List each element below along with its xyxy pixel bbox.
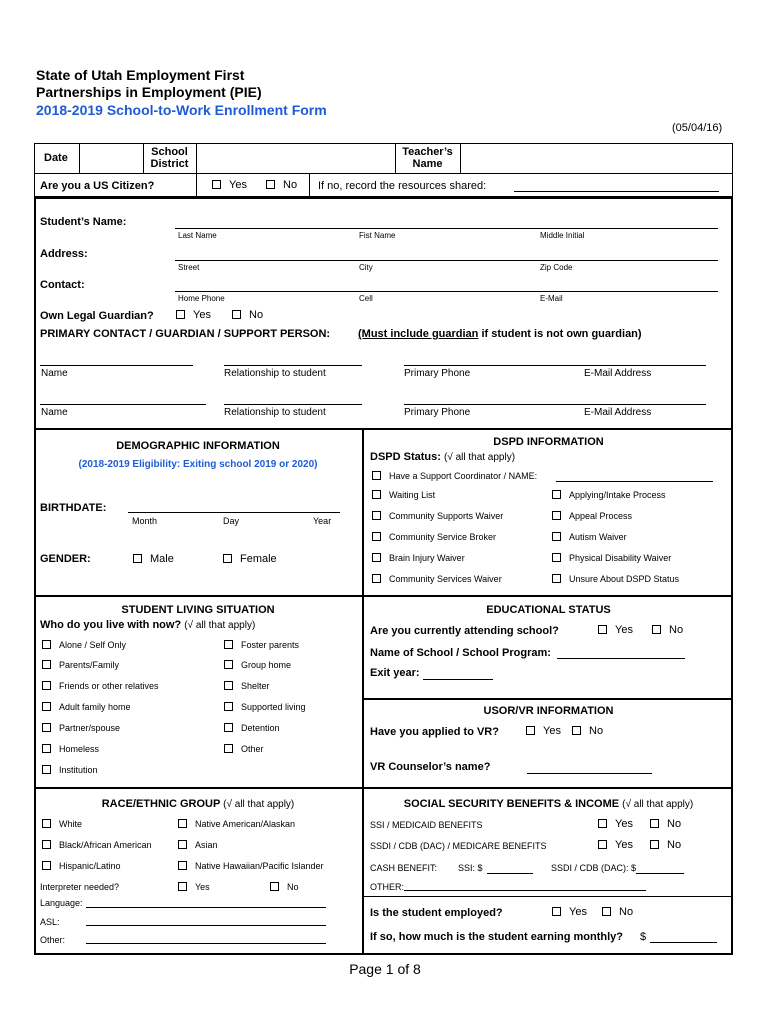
first-name-caption: Fist Name [359,231,396,240]
checkbox-icon[interactable] [552,574,561,583]
other-language-label: Other: [40,935,66,945]
checkbox-icon[interactable] [212,180,221,189]
checkbox-icon[interactable] [42,861,51,870]
dspd-option[interactable]: Community Supports Waiver [372,511,503,521]
day-caption: Day [223,516,240,526]
ssdi-amount-field[interactable] [636,873,684,874]
language-label: Language: [40,898,83,908]
birthdate-field[interactable] [128,512,340,513]
checkbox-icon[interactable] [133,554,142,563]
checkbox-icon[interactable] [224,660,233,669]
living-option[interactable]: Shelter [224,681,270,691]
checkbox-icon[interactable] [42,765,51,774]
contact1-email-caption: E-Mail Address [584,368,652,379]
race-option[interactable]: Native Hawaiian/Pacific Islander [178,861,324,871]
checkbox-icon[interactable] [650,819,659,828]
checkbox-icon[interactable] [42,640,51,649]
ssdi-medicare-label: SSDI / CDB (DAC) / MEDICARE BENEFITS [370,841,547,851]
eligibility-note: (2018-2019 Eligibility: Exiting school 2019 or 2020) [78,459,318,470]
citizen-yes-option[interactable]: Yes [212,179,247,191]
monthly-earning-field[interactable] [650,942,717,943]
vr-counselor-field[interactable] [527,773,652,774]
checkbox-icon[interactable] [178,882,187,891]
checkbox-icon[interactable] [224,640,233,649]
checkbox-icon[interactable] [552,532,561,541]
interpreter-question: Interpreter needed? [40,882,120,892]
dspd-status-label: DSPD Status: (√ all that apply) [370,451,516,463]
resources-shared-field[interactable] [514,191,719,192]
exit-year-field[interactable] [423,679,493,680]
month-caption: Month [132,516,158,526]
checkbox-icon[interactable] [526,726,535,735]
zip-caption: Zip Code [540,263,573,272]
attending-no-option[interactable]: No [652,624,683,636]
educational-status-title: EDUCATIONAL STATUS [486,604,611,616]
living-option[interactable]: Supported living [224,702,306,712]
dspd-option[interactable]: Unsure About DSPD Status [552,574,679,584]
checkbox-icon[interactable] [224,723,233,732]
ssdi-amount-label: SSDI / CDB (DAC): $ [551,863,637,873]
ssi-medicaid-label: SSI / MEDICAID BENEFITS [370,820,483,830]
teachers-name-field[interactable] [461,145,731,172]
vr-yes-option[interactable]: Yes [526,725,561,737]
attending-school-question: Are you currently attending school? [370,625,559,637]
checkbox-icon[interactable] [598,840,607,849]
own-guardian-question: Own Legal Guardian? [40,310,154,322]
checkbox-icon[interactable] [232,310,241,319]
teachers-name-label-2: Name [412,158,443,170]
living-option[interactable]: Foster parents [224,640,299,650]
employed-no-option[interactable]: No [602,906,633,918]
citizen-no-option[interactable]: No [266,179,297,191]
contact1-relationship-caption: Relationship to student [224,368,326,379]
form-title-line3: 2018-2019 School-to-Work Enrollment Form [36,102,327,118]
contact2-relationship-caption: Relationship to student [224,407,326,418]
dspd-option[interactable]: Waiting List [372,490,435,500]
checkbox-icon[interactable] [650,840,659,849]
contact2-email-caption: E-Mail Address [584,407,652,418]
living-option[interactable]: Friends or other relatives [42,681,159,691]
contact2-name-caption: Name [41,407,68,418]
guardian-yes-option[interactable]: Yes [176,309,211,321]
checkbox-icon[interactable] [552,553,561,562]
street-caption: Street [178,263,200,272]
school-district-label-2: District [150,158,189,170]
support-coordinator-option[interactable]: Have a Support Coordinator / NAME: [372,471,537,481]
checkbox-icon[interactable] [552,907,561,916]
living-option[interactable]: Partner/spouse [42,723,120,733]
contact1-name-caption: Name [41,368,68,379]
gender-female-option[interactable]: Female [223,553,277,565]
address-label: Address: [40,248,88,260]
gender-male-option[interactable]: Male [133,553,174,565]
resources-shared-label: If no, record the resources shared: [318,180,487,192]
contact1-phone-caption: Primary Phone [404,368,471,379]
contact-field[interactable] [175,291,718,292]
living-option[interactable]: Other [224,744,264,754]
home-phone-caption: Home Phone [178,294,225,303]
checkbox-icon[interactable] [42,819,51,828]
checkbox-icon[interactable] [598,625,607,634]
employed-yes-option[interactable]: Yes [552,906,587,918]
checkbox-icon[interactable] [178,861,187,870]
dspd-title: DSPD INFORMATION [493,436,604,448]
checkbox-icon[interactable] [266,180,275,189]
checkbox-icon[interactable] [42,744,51,753]
demographic-title: DEMOGRAPHIC INFORMATION [116,440,280,452]
date-field[interactable] [80,146,140,170]
checkbox-icon[interactable] [598,819,607,828]
checkbox-icon[interactable] [372,532,381,541]
ssi-medicaid-yes-option[interactable]: Yes [598,818,633,830]
monthly-earning-question: If so, how much is the student earning monthly? [370,931,624,943]
checkbox-icon[interactable] [652,625,661,634]
date-label: Date [44,152,68,164]
checkbox-icon[interactable] [42,723,51,732]
employed-question: Is the student employed? [370,907,503,919]
contact1-name-field[interactable] [40,365,193,366]
race-option[interactable]: Native American/Alaskan [178,819,295,829]
city-caption: City [359,263,373,272]
interpreter-yes-option[interactable]: Yes [178,882,210,892]
race-option[interactable]: White [42,819,82,829]
dspd-option[interactable]: Community Service Broker [372,532,496,542]
checkbox-icon[interactable] [224,744,233,753]
school-program-label: Name of School / School Program: [370,647,551,659]
living-question: Who do you live with now? (√ all that apply) [40,619,256,631]
ssi-amount-label: SSI: $ [458,863,483,873]
contact1-phone-email-field[interactable] [404,365,706,366]
contact-label: Contact: [40,279,85,291]
ssi-medicaid-no-option[interactable]: No [650,818,681,830]
guardian-no-option[interactable]: No [232,309,263,321]
form-title-line1: State of Utah Employment First [36,67,245,83]
last-name-caption: Last Name [178,231,217,240]
checkbox-icon[interactable] [552,511,561,520]
living-option[interactable]: Institution [42,765,98,775]
dspd-option[interactable]: Applying/Intake Process [552,490,666,500]
asl-label: ASL: [40,917,60,927]
checkbox-icon[interactable] [178,819,187,828]
checkbox-icon[interactable] [42,660,51,669]
students-name-label: Student’s Name: [40,216,127,228]
checkbox-icon[interactable] [372,471,381,480]
race-option[interactable]: Asian [178,840,218,850]
school-district-label-1: School [151,146,188,158]
race-option[interactable]: Hispanic/Latino [42,861,121,871]
teachers-name-label-1: Teacher’s [402,146,453,158]
contact2-relationship-field[interactable] [224,404,362,405]
asl-field[interactable] [86,925,326,926]
ss-benefits-title: SOCIAL SECURITY BENEFITS & INCOME (√ all that apply) [403,798,694,810]
other-benefit-field[interactable] [404,890,646,891]
usor-title: USOR/VR INFORMATION [483,705,614,717]
checkbox-icon[interactable] [372,490,381,499]
living-option[interactable]: Alone / Self Only [42,640,126,650]
checkbox-icon[interactable] [552,490,561,499]
checkbox-icon[interactable] [270,882,279,891]
cash-benefit-label: CASH BENEFIT: [370,863,438,873]
contact1-relationship-field[interactable] [224,365,362,366]
checkbox-icon[interactable] [602,907,611,916]
checkbox-icon[interactable] [223,554,232,563]
birthdate-label: BIRTHDATE: [40,502,107,514]
page-number: Page 1 of 8 [349,961,421,977]
language-field[interactable] [86,907,326,908]
students-name-field[interactable] [175,228,718,229]
checkbox-icon[interactable] [42,681,51,690]
checkbox-icon[interactable] [224,702,233,711]
revision-date: (05/04/16) [672,122,723,134]
vr-no-option[interactable]: No [572,725,603,737]
exit-year-label: Exit year: [370,667,420,679]
contact2-phone-caption: Primary Phone [404,407,471,418]
checkbox-icon[interactable] [176,310,185,319]
checkbox-icon[interactable] [224,681,233,690]
cell-caption: Cell [359,294,373,303]
gender-label: GENDER: [40,553,91,565]
checkbox-icon[interactable] [178,840,187,849]
other-benefit-label: OTHER: [370,882,405,892]
ssdi-medicare-yes-option[interactable]: Yes [598,839,633,851]
checkbox-icon[interactable] [42,702,51,711]
school-program-field[interactable] [557,658,685,659]
vr-counselor-label: VR Counselor’s name? [370,761,491,773]
ssdi-medicare-no-option[interactable]: No [650,839,681,851]
living-option[interactable]: Adult family home [42,702,131,712]
dspd-option[interactable]: Brain Injury Waiver [372,553,465,563]
support-coordinator-name-field[interactable] [556,481,713,482]
primary-contact-heading: PRIMARY CONTACT / GUARDIAN / SUPPORT PERSON: [40,328,331,340]
living-option[interactable]: Homeless [42,744,99,754]
other-language-field[interactable] [86,943,326,944]
form-title-line2: Partnerships in Employment (PIE) [36,84,262,100]
checkbox-icon[interactable] [572,726,581,735]
dollar-sign: $ [640,931,647,943]
living-situation-title: STUDENT LIVING SITUATION [121,604,275,616]
address-field[interactable] [175,260,718,261]
checkbox-icon[interactable] [372,574,381,583]
year-caption: Year [313,516,332,526]
interpreter-no-option[interactable]: No [270,882,299,892]
dspd-option[interactable]: Appeal Process [552,511,632,521]
guardian-note: (Must include guardian if student is not own guardian) [358,328,642,340]
dspd-option[interactable]: Community Services Waiver [372,574,502,584]
race-title: RACE/ETHNIC GROUP (√ all that apply) [101,798,295,810]
contact2-name-field[interactable] [40,404,206,405]
checkbox-icon[interactable] [42,840,51,849]
email-caption: E-Mail [540,294,563,303]
dspd-option[interactable]: Physical Disability Waiver [552,553,671,563]
us-citizen-question: Are you a US Citizen? [40,180,155,192]
living-option[interactable]: Parents/Family [42,660,119,670]
applied-vr-question: Have you applied to VR? [370,726,499,738]
living-option[interactable]: Detention [224,723,280,733]
checkbox-icon[interactable] [372,553,381,562]
ssi-amount-field[interactable] [487,873,533,874]
checkbox-icon[interactable] [372,511,381,520]
attending-yes-option[interactable]: Yes [598,624,633,636]
school-district-field[interactable] [197,145,394,172]
contact2-phone-email-field[interactable] [404,404,706,405]
middle-initial-caption: Middle Initial [540,231,585,240]
living-option[interactable]: Group home [224,660,291,670]
race-option[interactable]: Black/African American [42,840,152,850]
dspd-option[interactable]: Autism Waiver [552,532,627,542]
